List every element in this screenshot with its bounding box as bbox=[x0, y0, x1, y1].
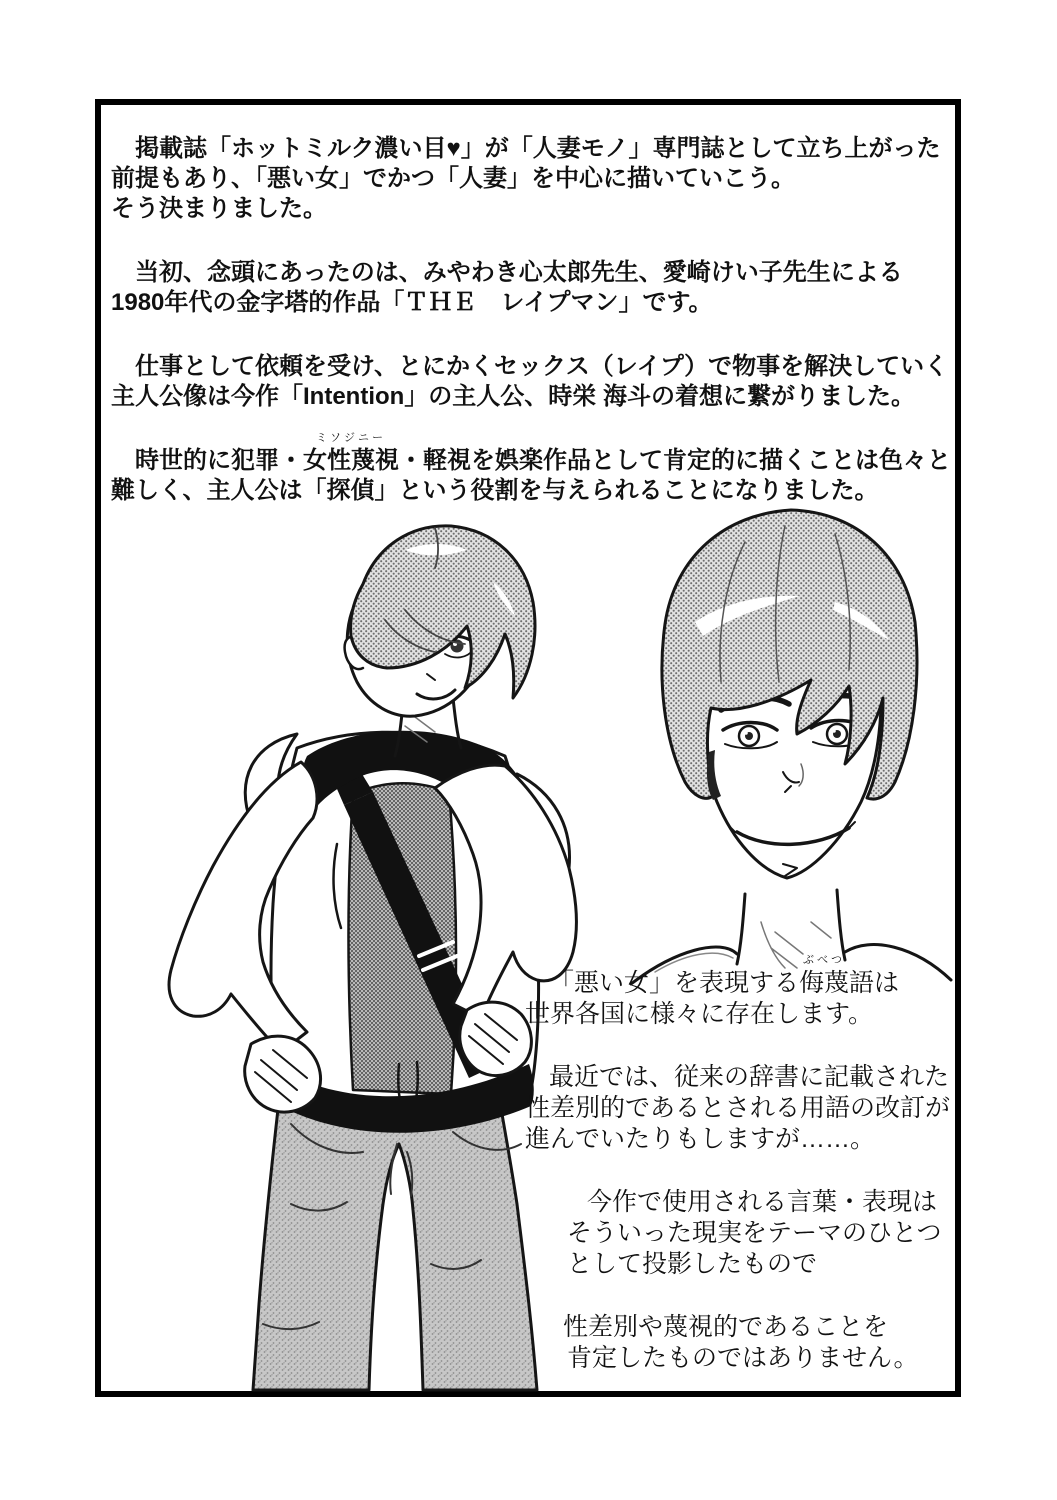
text-line: 仕事として依頼を受け、とにかくセックス（レイプ）で物事を解決していく bbox=[135, 353, 949, 380]
paragraph-3 bbox=[111, 352, 957, 412]
paragraph-2 bbox=[111, 258, 957, 318]
paragraph-4 bbox=[111, 432, 957, 506]
text-line: 当初、念頭にあったのは、みやわき心太郎先生、愛崎けい子先生による bbox=[135, 259, 903, 286]
text-line: 性差別的であるとされる用語の改訂が bbox=[525, 1094, 951, 1122]
text-block-2 bbox=[525, 1062, 961, 1155]
text-line: 難しく、主人公は「探偵」という役割を与えられることになりました。 bbox=[111, 477, 879, 504]
furigana: ぶべつ bbox=[803, 954, 846, 966]
text-line: 最近では、従来の辞書に記載された bbox=[549, 1063, 950, 1091]
text-line: そういった現実をテーマのひとつ bbox=[567, 1219, 942, 1247]
text-block-4 bbox=[525, 1312, 961, 1374]
text-line: 今作で使用される言葉・表現は bbox=[587, 1188, 938, 1216]
text-block-3 bbox=[525, 1187, 961, 1280]
afterword-top-text bbox=[111, 134, 957, 506]
text-line: として投影したもので bbox=[567, 1250, 818, 1278]
paragraph-1 bbox=[111, 134, 957, 224]
text-block-1 bbox=[525, 954, 961, 1030]
right-character-illustration bbox=[625, 502, 955, 988]
afterword-bottom-text bbox=[525, 954, 961, 1374]
text-line: そう決まりました。 bbox=[111, 195, 327, 222]
furigana: ミソジニー bbox=[316, 432, 386, 444]
text-line: 世界各国に様々に存在します。 bbox=[525, 1000, 874, 1028]
text-line: 主人公像は今作「Intention」の主人公、時栄 海斗の着想に繋がりました。 bbox=[111, 383, 915, 410]
panel-frame bbox=[95, 99, 961, 1397]
text-line bbox=[525, 954, 961, 999]
text-segment: ・軽視を娯楽作品として肯定的に描くことは色々と bbox=[399, 447, 951, 474]
text-line: 性差別や蔑視的であることを bbox=[563, 1313, 889, 1341]
text-line: 進んでいたりもしますが……。 bbox=[525, 1125, 876, 1153]
text-line: 掲載誌「ホットミルク濃い目♥」が「人妻モノ」専門誌として立ち上がった bbox=[135, 135, 941, 162]
text-segment: 女性蔑視 bbox=[303, 447, 399, 474]
text-line bbox=[111, 432, 957, 476]
left-character-illustration bbox=[101, 504, 583, 1392]
text-line: 1980年代の金字塔的作品「ＴＨＥ レイプマン」です。 bbox=[111, 289, 713, 316]
text-segment: 時世的に犯罪・ bbox=[135, 447, 303, 474]
text-segment: 語は bbox=[849, 969, 900, 997]
text-line: 前提もあり、「悪い女」でかつ「人妻」を中心に描いていこう。 bbox=[111, 165, 795, 192]
ruby-base bbox=[303, 432, 399, 476]
text-segment: 侮蔑 bbox=[799, 969, 850, 997]
text-line: 肯定したものではありません。 bbox=[567, 1344, 919, 1372]
text-segment: 「悪い女」を表現する bbox=[549, 969, 800, 997]
ruby-base bbox=[799, 954, 850, 999]
